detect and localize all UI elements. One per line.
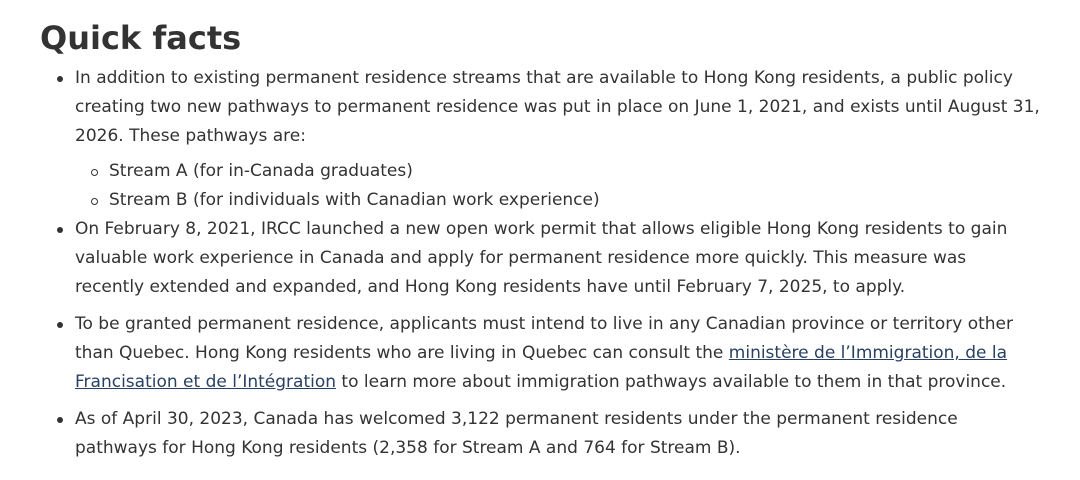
sublist-item-text: Stream A (for in-Canada graduates) bbox=[109, 161, 413, 181]
hollow-bullet-icon bbox=[91, 169, 98, 176]
list-item bbox=[75, 215, 1040, 302]
list-item bbox=[75, 310, 1040, 397]
fact-text-after-link: to learn more about immigration pathways available to them in that province. bbox=[336, 372, 1007, 392]
quebec-ministry-link[interactable]: ministère de l’Immigration, de la Francisation et de l’Intégration bbox=[75, 343, 1008, 392]
bullet-icon bbox=[57, 227, 63, 233]
fact-text-before-link: To be granted permanent residence, applicants must intend to live in any Canadian province or territory other than Quebec. Hong Kong residents who are living in Quebec can consult the bbox=[75, 314, 1013, 363]
bullet-icon bbox=[57, 417, 63, 423]
list-item bbox=[75, 405, 1040, 463]
fact-text: On February 8, 2021, IRCC launched a new open work permit that allows eligible Hong Kong residents to gain valuable work experience in Canada and apply for permanent residence more quickly. This measure was recently extended and expanded, and Hong Kong residents have until February 7, 2025, to apply. bbox=[75, 219, 1008, 297]
facts-list bbox=[40, 64, 1040, 463]
fact-text: In addition to existing permanent residence streams that are available to Hong Kong residents, a public policy creating two new pathways to permanent residence was put in place on June 1, 2021, and exists until August 31, 2026. These pathways are: bbox=[75, 68, 1040, 146]
pathways-sublist bbox=[75, 157, 1040, 215]
hollow-bullet-icon bbox=[91, 198, 98, 205]
fact-text: As of April 30, 2023, Canada has welcomed 3,122 permanent residents under the permanent residence pathways for Hong Kong residents (2,358 for Stream A and 764 for Stream B). bbox=[75, 409, 958, 458]
sublist-item bbox=[109, 186, 1040, 215]
bullet-icon bbox=[57, 322, 63, 328]
bullet-icon bbox=[57, 76, 63, 82]
sublist-item bbox=[109, 157, 1040, 186]
sublist-item-text: Stream B (for individuals with Canadian work experience) bbox=[109, 190, 600, 210]
section-heading: Quick facts bbox=[40, 19, 242, 57]
list-item bbox=[75, 64, 1040, 215]
